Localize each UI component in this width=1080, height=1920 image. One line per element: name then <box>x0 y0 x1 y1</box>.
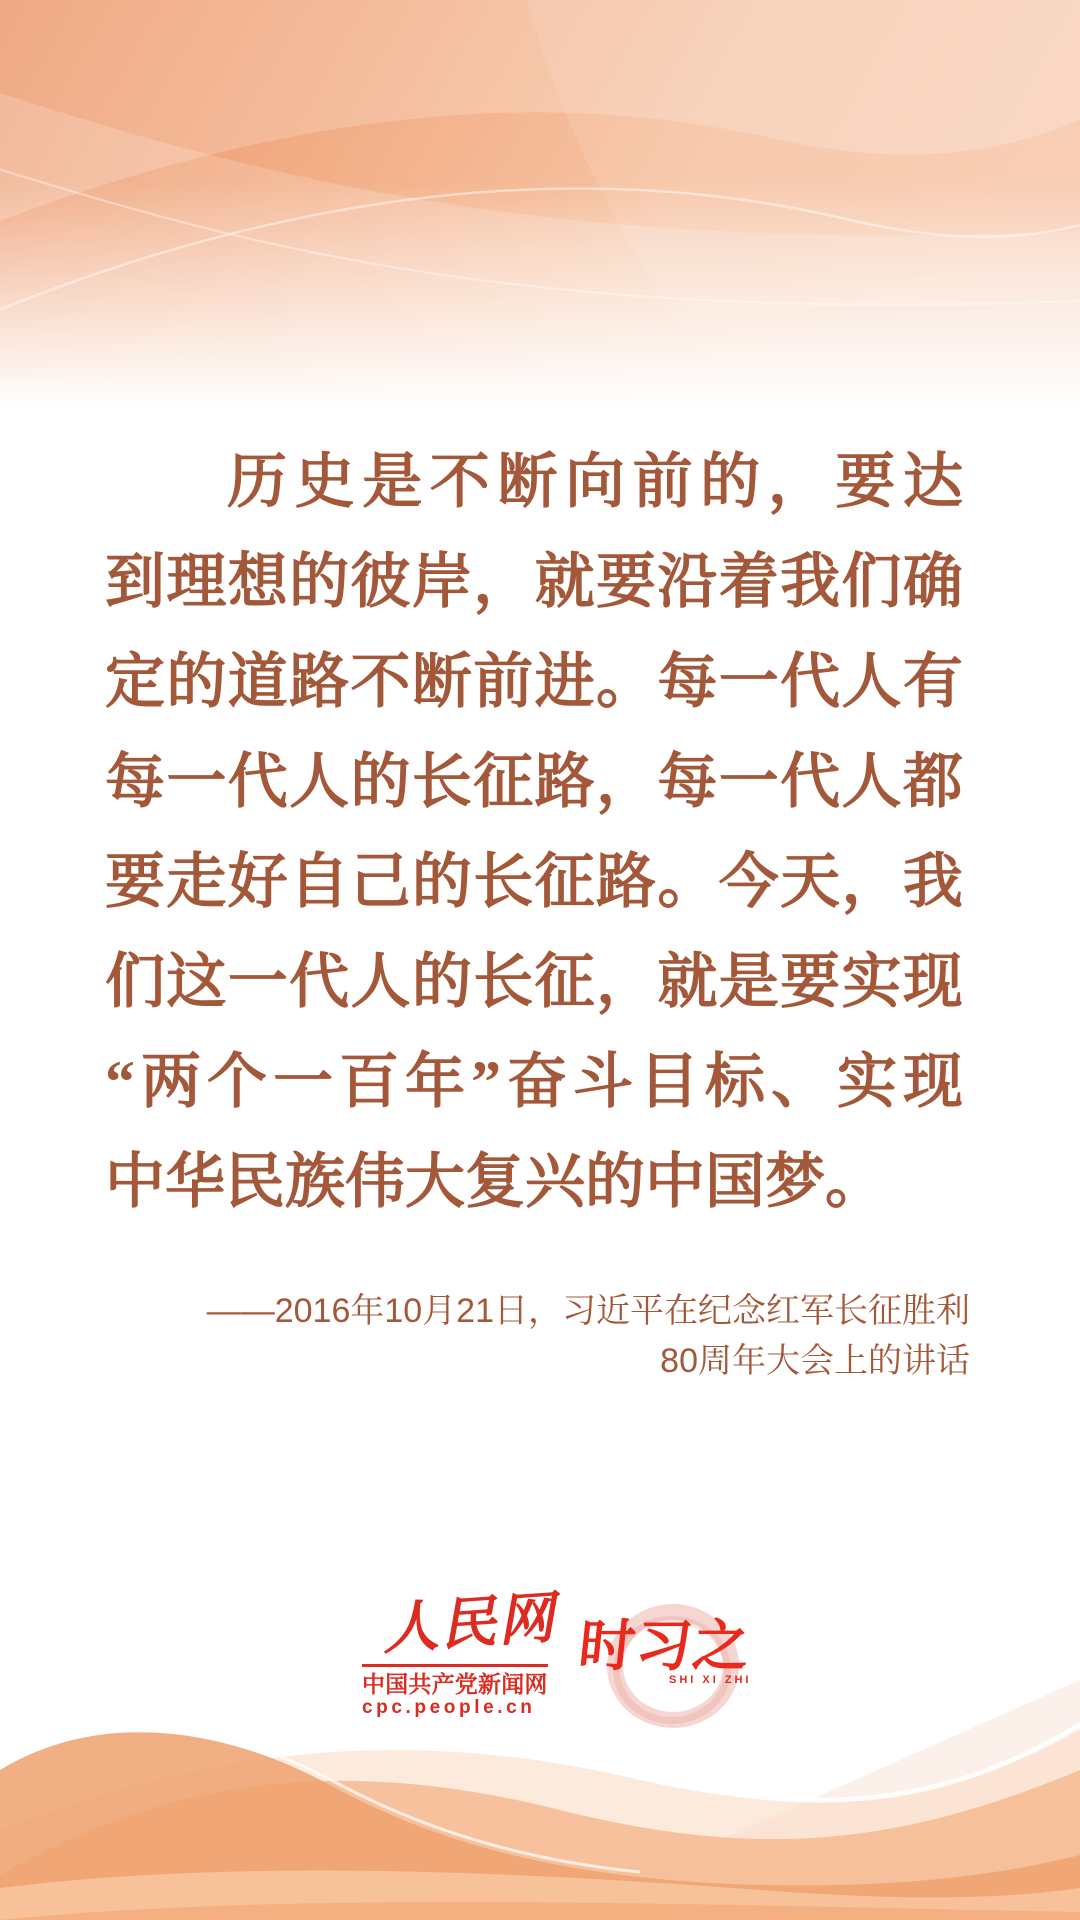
cpc-news-site-url: cpc.people.cn <box>362 1697 536 1718</box>
top-gradient-decoration <box>0 0 1080 430</box>
quote-block <box>105 432 963 1232</box>
quote-line: “ 两 个 一 百 年 ” 奋 斗 目 标 、 实 现 <box>105 1049 963 1115</box>
peoples-daily-script-wordmark: 人民网 <box>380 1587 558 1662</box>
quote-attribution <box>110 1286 970 1386</box>
quote-line: 要 走 好 自 己 的 长 征 路 。 今 天 ， 我 <box>105 849 963 915</box>
quote-line: 历 史 是 不 断 向 前 的 ， 要 达 <box>227 449 963 515</box>
bottom-waves-graphic <box>0 1614 1080 1920</box>
shixizhi-subtitle: SHI XI ZHI <box>669 1674 752 1686</box>
quote-line: 中华民族伟大复兴的中国梦。 <box>105 1149 885 1215</box>
bottom-waves-decoration <box>0 1614 1080 1920</box>
attribution-line-1: ——2016年10月21日，习近平在纪念红军长征胜利 <box>206 1292 970 1330</box>
quote-line: 每 一 代 人 的 长 征 路 ， 每 一 代 人 都 <box>105 749 963 815</box>
top-waves-graphic <box>0 0 1080 430</box>
quote-line: 到 理 想 的 彼 岸 ， 就 要 沿 着 我 们 确 <box>105 549 963 615</box>
cpc-news-site-name: 中国共产党新闻网 <box>362 1671 548 1697</box>
quote-line: 们 这 一 代 人 的 长 征 ， 就 是 要 实 现 <box>105 949 963 1015</box>
quote-line: 定 的 道 路 不 断 前 进 。 每 一 代 人 有 <box>105 649 963 715</box>
shixizhi-wordmark: 时习之 <box>575 1614 754 1677</box>
attribution-line-2: 80周年大会上的讲话 <box>660 1342 970 1380</box>
